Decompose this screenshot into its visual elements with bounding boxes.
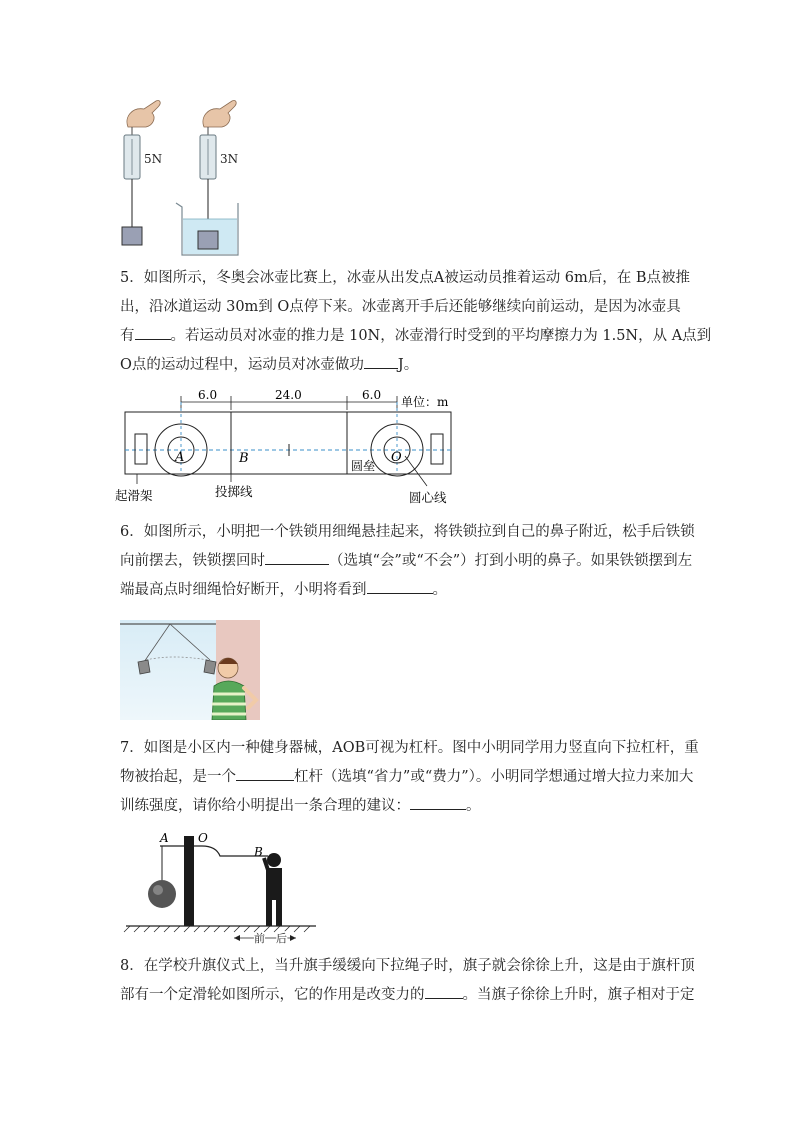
q6-line1: 6．如图所示，小明把一个铁锁用细绳悬挂起来，将铁锁拉到自己的鼻子附近，松手后铁锁 [120,524,695,540]
arrow-right-icon [290,935,296,941]
label-house: 圆垒 [351,459,376,473]
arrow-left-icon [234,935,240,941]
start-rack [135,434,147,464]
label-throw-line: 投掷线 [215,484,253,499]
q5-line3: 有 。若运动员对冰壶的推力是 10N，冰壶滑行时受到的平均摩擦力为 1.5N，从 A点到 [120,322,680,351]
q7-line3: 训练强度，请你给小明提出一条合理的建议： 。 [120,792,680,821]
q7-line2: 物被抬起，是一个 杠杆（选填“省力”或“费力”）。小明同学想通过增大拉力来加大 [120,763,680,792]
label-start-rack: 起滑架 [115,488,153,503]
person-head [267,853,281,867]
lever-figure [120,828,320,946]
weight-block-left [122,227,142,245]
point-o: O [198,831,208,845]
label-5n: 5N [144,152,163,166]
question-7 [120,734,699,821]
answer-blank[interactable] [425,984,463,999]
weight-block-right [198,231,218,249]
label-center-line: 圆心线 [409,490,447,505]
label-front: 前 [254,932,265,945]
q8-line1: 8．在学校升旗仪式上，当升旗手缓缓向下拉绳子时，旗子就会徐徐上升，这是由于旗杆顶 [120,958,695,974]
label-3n: 3N [220,152,239,166]
hand-icon [127,100,160,127]
lock-icon [138,660,150,674]
q6-line2: 向前摆去，铁锁摆回时 （选填“会”或“不会”）打到小明的鼻子。如果铁锁摆到左 [120,547,680,576]
question-5 [120,264,712,380]
q5-line1: 5．如图所示，冬奥会冰壶比赛上，冰壶从出发点A被运动员推着运动 6m后，在 B点被推 [120,270,691,286]
answer-blank[interactable] [410,795,466,810]
q7-line1: 7．如图是小区内一种健身器械，AOB可视为杠杆。图中小明同学用力竖直向下拉杠杆，重 [120,740,699,756]
dim-24: 24.0 [275,388,302,402]
point-b: B [239,451,249,466]
dim-6-right: 6.0 [362,388,382,402]
q5-line2: 出，沿冰道运动 30m到 O点停下来。冰壶离开手后还能够继续向前运动，是因为冰壶具 [120,299,681,315]
curling-sheet-figure [115,386,475,510]
pendulum-figure [120,620,260,720]
q6-line3: 端最高点时细绳恰好断开，小明将看到 。 [120,576,680,605]
label-back: 后 [276,932,287,945]
answer-blank[interactable] [367,579,433,594]
support-post [184,836,194,926]
point-a: A [175,450,185,465]
hand-icon [203,100,236,127]
weight-ball [148,880,176,908]
point-o: O [391,450,402,465]
point-a: A [160,831,169,845]
q8-line2: 部有一个定滑轮如图所示，它的作用是改变力的 。当旗子徐徐上升时，旗子相对于定 [120,981,680,1010]
dim-6-left: 6.0 [198,388,218,402]
question-6 [120,518,695,605]
answer-blank[interactable] [236,766,294,781]
spring-scale-figure [110,95,270,260]
answer-blank[interactable] [364,354,398,369]
answer-blank[interactable] [265,550,329,565]
person-body [266,868,282,900]
unit-label: 单位：m [401,395,449,409]
answer-blank[interactable] [135,325,171,340]
ice-sheet [125,412,451,474]
q5-line4: O点的运动过程中，运动员对冰壶做功 J。 [120,351,680,380]
point-b: B [254,845,263,859]
question-8 [120,952,695,1010]
lever-bar [160,846,268,856]
